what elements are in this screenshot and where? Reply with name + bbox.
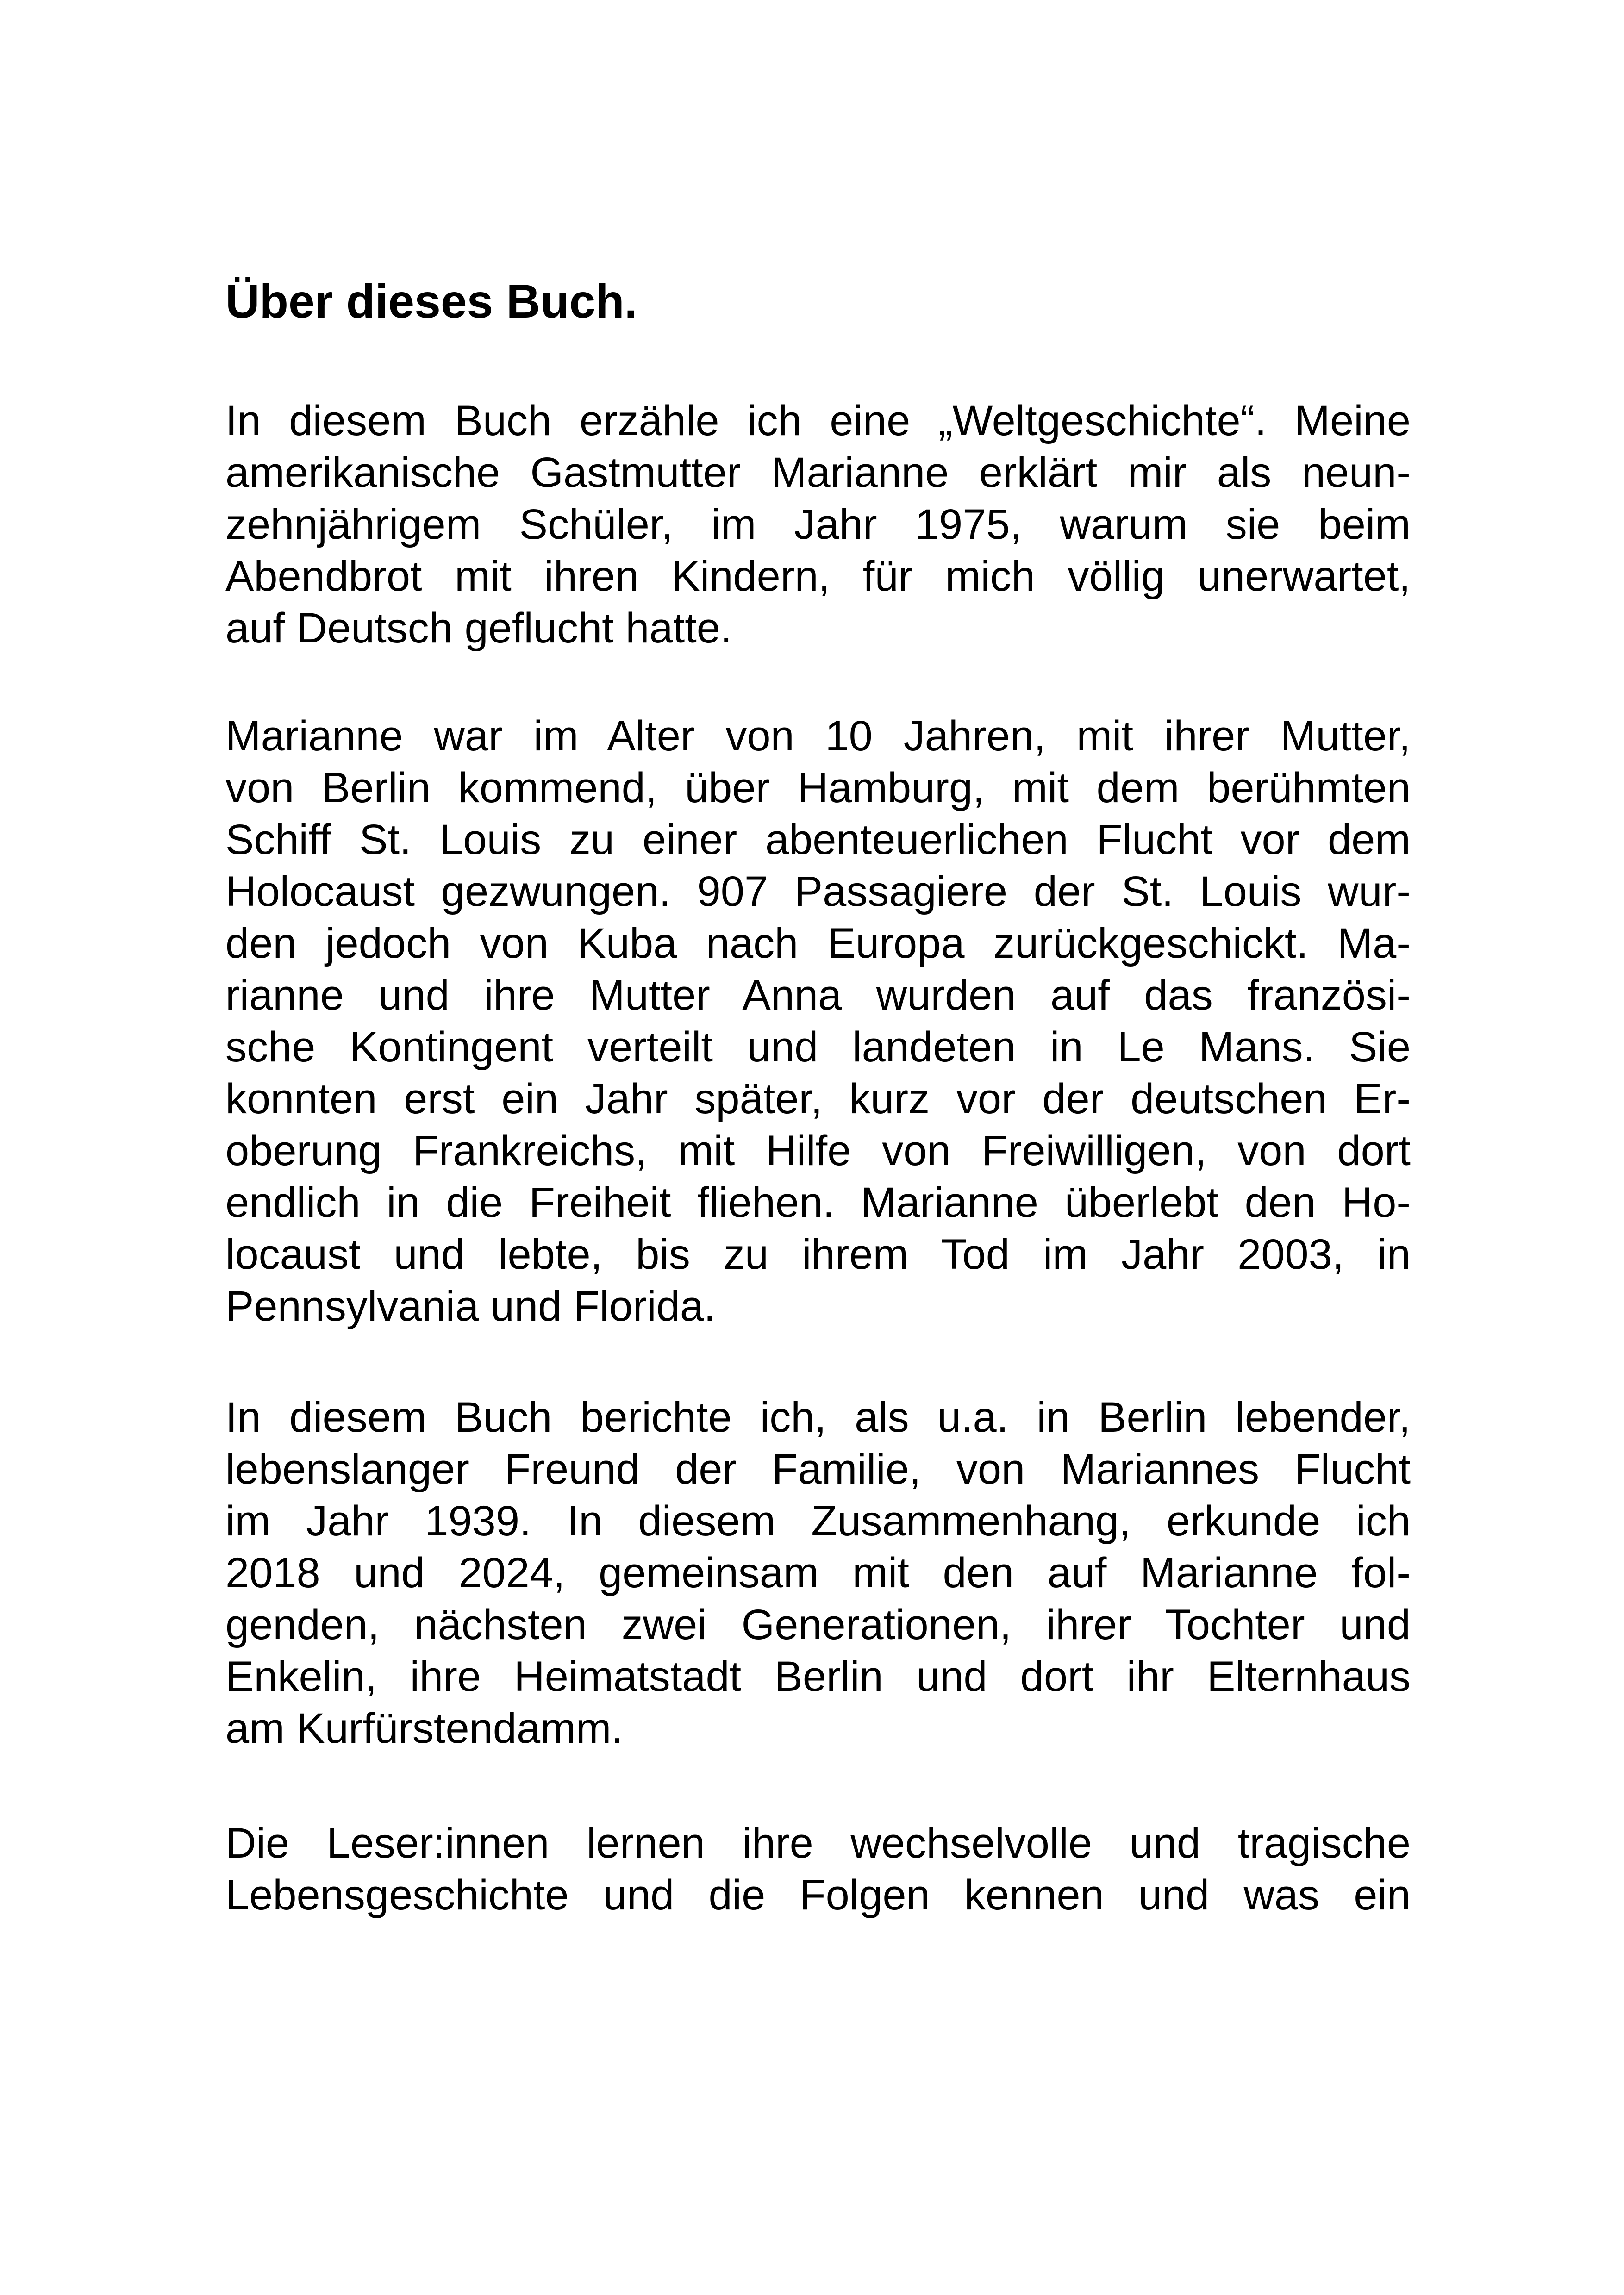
- text-line: rianne und ihre Mutter Anna wurden auf das französi-: [225, 972, 1411, 1019]
- paragraph-4: [225, 1817, 1411, 1921]
- text-line: Holocaust gezwungen. 907 Passagiere der St. Louis wur-: [225, 868, 1411, 915]
- text-line: locaust und lebte, bis zu ihrem Tod im Jahr 2003, in: [225, 1231, 1411, 1278]
- text-line: 2018 und 2024, gemeinsam mit den auf Marianne fol-: [225, 1549, 1411, 1597]
- text-line: endlich in die Freiheit fliehen. Marianne überlebt den Ho-: [225, 1179, 1411, 1226]
- text-line: im Jahr 1939. In diesem Zusammenhang, erkunde ich: [225, 1497, 1411, 1545]
- text-line: sche Kontingent verteilt und landeten in Le Mans. Sie: [225, 1023, 1411, 1071]
- text-line: oberung Frankreichs, mit Hilfe von Freiwilligen, von dort: [225, 1127, 1411, 1174]
- text-line: am Kurfürstendamm.: [225, 1705, 623, 1752]
- text-line: konnten erst ein Jahr später, kurz vor der deutschen Er-: [225, 1075, 1411, 1123]
- paragraph-3: [225, 1391, 1411, 1754]
- text-line: auf Deutsch geflucht hatte.: [225, 605, 732, 652]
- text-line: lebenslanger Freund der Familie, von Mariannes Flucht: [225, 1446, 1411, 1493]
- text-line: genden, nächsten zwei Generationen, ihrer Tochter und: [225, 1601, 1411, 1648]
- page-title: Über dieses Buch.: [225, 275, 637, 328]
- text-line: Marianne war im Alter von 10 Jahren, mit ihrer Mutter,: [225, 712, 1411, 760]
- paragraph-2: [225, 710, 1411, 1332]
- paragraph-1: [225, 395, 1411, 654]
- text-line: In diesem Buch berichte ich, als u.a. in Berlin lebender,: [225, 1394, 1411, 1441]
- text-line: In diesem Buch erzähle ich eine „Weltgeschichte“. Meine: [225, 397, 1411, 444]
- text-line: zehnjährigem Schüler, im Jahr 1975, warum sie beim: [225, 501, 1411, 548]
- text-line: Pennsylvania und Florida.: [225, 1283, 716, 1330]
- text-line: Abendbrot mit ihren Kindern, für mich völlig unerwartet,: [225, 553, 1411, 600]
- text-line: von Berlin kommend, über Hamburg, mit dem berühmten: [225, 764, 1411, 811]
- text-line: Die Leser:innen lernen ihre wechselvolle und tragische: [225, 1820, 1411, 1867]
- text-line: Schiff St. Louis zu einer abenteuerlichen Flucht vor dem: [225, 816, 1411, 863]
- text-line: den jedoch von Kuba nach Europa zurückgeschickt. Ma-: [225, 920, 1411, 967]
- text-line: Lebensgeschichte und die Folgen kennen und was ein: [225, 1871, 1411, 1919]
- text-line: Enkelin, ihre Heimatstadt Berlin und dort ihr Elternhaus: [225, 1653, 1411, 1700]
- text-line: amerikanische Gastmutter Marianne erklärt mir als neun-: [225, 449, 1411, 496]
